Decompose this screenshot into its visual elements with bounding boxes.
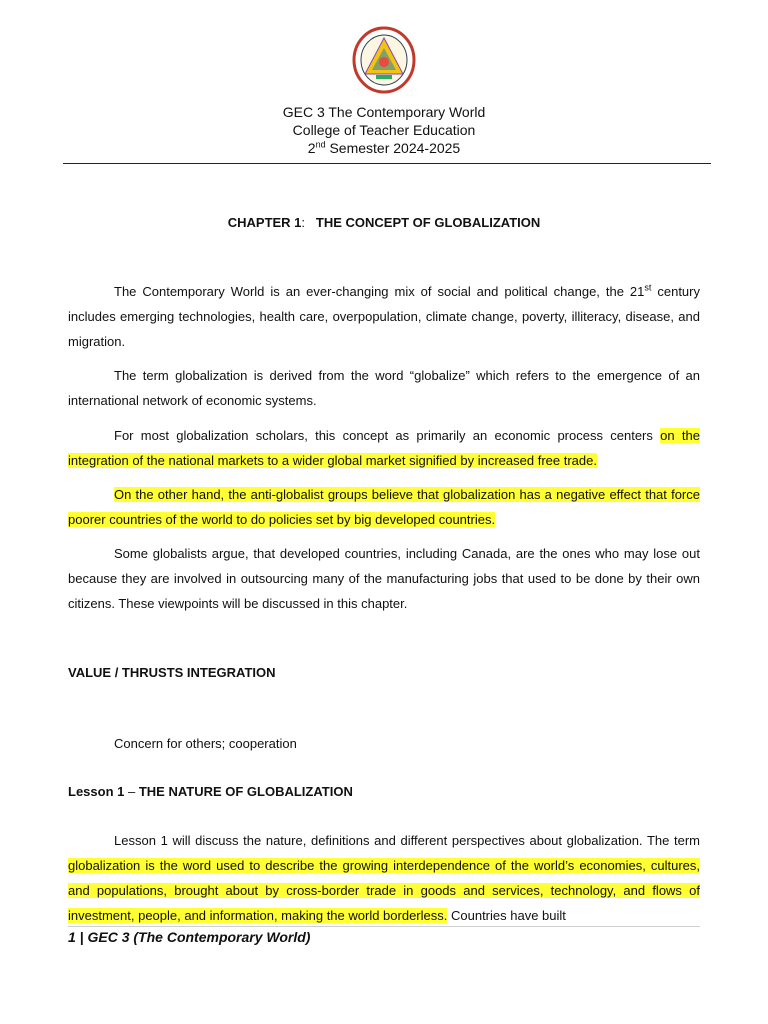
paragraph-intro-text: The Contemporary World is an ever-changing mix of social and political change, the 21 <box>114 284 645 299</box>
chapter-title: THE CONCEPT OF GLOBALIZATION <box>315 215 541 230</box>
lesson-label: Lesson 1 <box>68 784 125 799</box>
semester-line <box>0 139 768 157</box>
chapter-label: CHAPTER 1 <box>227 215 302 230</box>
college-name: College of Teacher Education <box>292 122 476 138</box>
chapter-heading <box>0 215 768 230</box>
paragraph-lesson-text-end: Countries have built <box>447 908 566 923</box>
lesson-title: THE NATURE OF GLOBALIZATION <box>138 784 353 799</box>
paragraph-intro-text-end: century includes emerging technologies, health care, overpopulation, climate change, poverty, illiteracy, disease, and migration. <box>68 284 700 349</box>
paragraph-intro <box>68 279 700 354</box>
semester-suffix: nd <box>315 139 326 150</box>
chapter-colon: : <box>301 215 306 230</box>
lesson-heading <box>68 784 353 799</box>
value-item: Concern for others; cooperation <box>114 736 297 751</box>
page-footer: 1 | GEC 3 (The Contemporary World) <box>68 929 311 945</box>
paragraph-anti-globalist <box>68 482 700 532</box>
semester-number: 2 <box>307 140 316 156</box>
university-seal-icon <box>352 26 416 94</box>
course-title: GEC 3 The Contemporary World <box>282 104 486 120</box>
lesson-dash: – <box>124 784 139 799</box>
paragraph-lesson-text: Lesson 1 will discuss the nature, definitions and different perspectives about globalization. The term <box>114 833 700 848</box>
paragraph-globalists: Some globalists argue, that developed countries, including Canada, are the ones who may lose out because they are involved in outsourcing many of the manufacturing jobs that used to be done by their own citizens. These viewpoints will be discussed in this chapter. <box>68 546 700 611</box>
paragraph-definition: The term globalization is derived from the word “globalize” which refers to the emergence of an international network of economic systems. <box>68 368 700 408</box>
paragraph-scholars-text: For most globalization scholars, this concept as primarily an economic process centers <box>114 428 661 443</box>
value-heading: VALUE / THRUSTS INTEGRATION <box>68 665 276 680</box>
footer-divider <box>68 926 700 927</box>
highlighted-text: on the integration of the national markets to a wider global market signified by increased free trade. <box>68 428 700 468</box>
paragraph-lesson <box>68 828 700 928</box>
paragraph-scholars <box>68 423 700 473</box>
header-divider <box>63 163 711 164</box>
century-suffix: st <box>644 282 652 293</box>
highlighted-text: globalization is the word used to describe the growing interdependence of the world’s economies, cultures, and populations, brought about by cross-border trade in goods and services, technology, and flows of investment, people, and information, making the world borderless. <box>68 858 700 923</box>
highlighted-text: On the other hand, the anti-globalist groups believe that globalization has a negative effect that force poorer countries of the world to do policies set by big developed countries. <box>68 487 700 527</box>
semester-text: Semester 2024-2025 <box>325 140 461 156</box>
